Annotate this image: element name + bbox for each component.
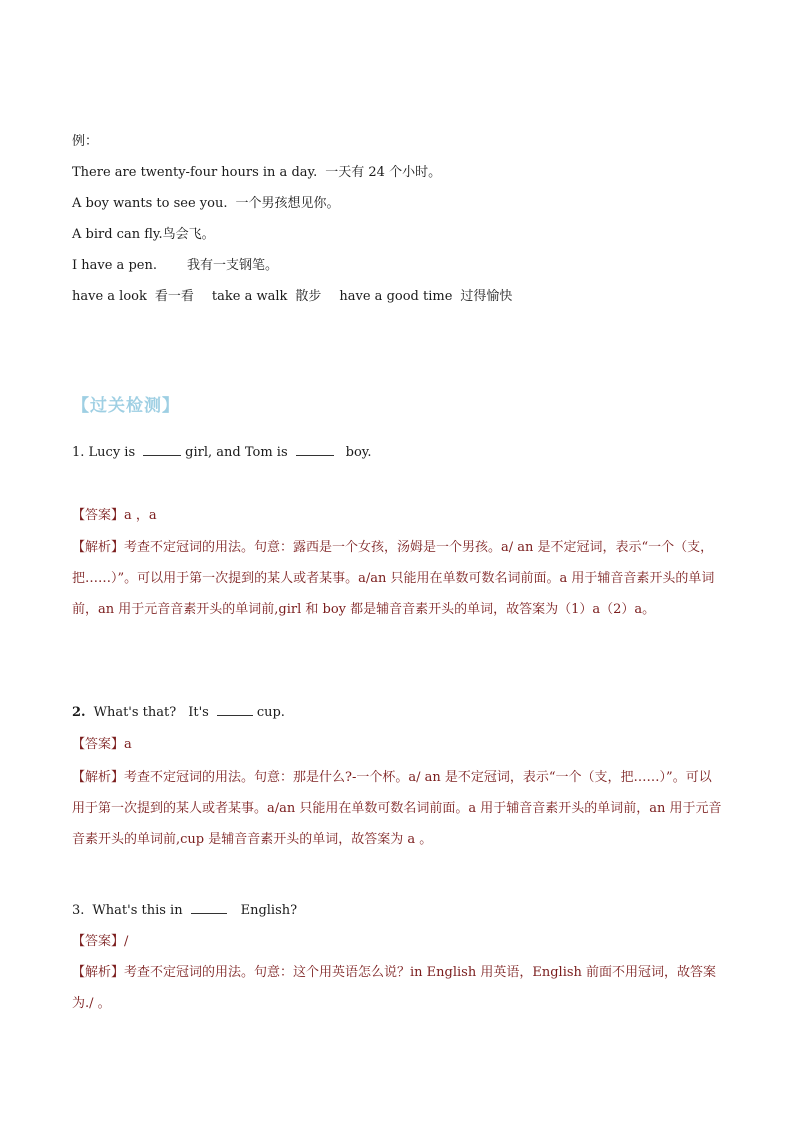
question-1-answer: [72, 506, 157, 526]
example-sentence-2: [72, 194, 340, 214]
question-1-number: 1.: [72, 445, 85, 460]
analysis-label: 【解析】: [72, 540, 125, 555]
example-sentence-4: [72, 256, 278, 276]
example-sentence-1: [72, 163, 441, 183]
analysis-label: 【解析】: [72, 965, 125, 980]
question-3-answer-value: /: [124, 934, 129, 949]
example-3-english: A bird can fly.: [72, 227, 163, 242]
question-1-analysis: [72, 532, 724, 625]
example-4-chinese: 我有一支钢笔。: [186, 258, 278, 273]
analysis-label: 【解析】: [72, 770, 125, 785]
phrase-1-english: have a look: [72, 289, 147, 304]
question-2-part-2: It's: [188, 705, 209, 720]
question-2-analysis: [72, 762, 724, 855]
example-heading: 例：: [72, 134, 99, 149]
example-phrases: [72, 287, 512, 307]
example-2-english: A boy wants to see you.: [72, 196, 228, 211]
example-2-chinese: 一个男孩想见你。: [235, 196, 340, 211]
question-2-part-1: What's that?: [93, 705, 177, 720]
question-2-blank[interactable]: [217, 701, 253, 716]
question-2-number: 2.: [72, 705, 86, 720]
phrase-3-english: have a good time: [339, 289, 453, 304]
answer-label: 【答案】: [72, 737, 125, 752]
question-3-analysis-text: 考查不定冠词的用法。句意：这个用英语怎么说？in English 用英语，English 前面不用冠词，故答案为./ 。: [72, 965, 717, 1011]
example-1-english: There are twenty-four hours in a day.: [72, 165, 318, 180]
question-1-answer-value: a ，a: [124, 508, 157, 523]
phrase-1-chinese: 看一看: [154, 289, 194, 304]
question-1-blank-2[interactable]: [296, 441, 334, 456]
question-3-answer: [72, 932, 128, 952]
example-3-chinese: 鸟会飞。: [162, 227, 215, 242]
question-2-answer-value: a: [124, 737, 132, 752]
question-1-part-3: boy.: [345, 445, 372, 460]
example-1-chinese: 一天有 24 个小时。: [325, 165, 442, 180]
question-3-part-1: What's this in: [92, 903, 183, 918]
question-3-number: 3.: [72, 903, 85, 918]
question-3-blank[interactable]: [191, 899, 227, 914]
question-2-part-3: cup.: [256, 705, 285, 720]
section-title: 【过关检测】: [72, 396, 180, 416]
phrase-3-chinese: 过得愉快: [460, 289, 513, 304]
example-sentence-3: [72, 225, 215, 245]
question-1: [72, 441, 372, 463]
question-3-analysis: [72, 957, 724, 1019]
phrase-2-chinese: 散步: [295, 289, 322, 304]
answer-label: 【答案】: [72, 934, 125, 949]
answer-label: 【答案】: [72, 508, 125, 523]
question-3: [72, 899, 297, 921]
question-2: [72, 701, 285, 723]
question-3-part-2: English?: [240, 903, 298, 918]
example-4-english: I have a pen.: [72, 258, 157, 273]
question-1-analysis-text: 考查不定冠词的用法。句意：露西是一个女孩，汤姆是一个男孩。a/ an 是不定冠词，表示“一个（支，把……）”。可以用于第一次提到的某人或者某事。a/an 只能用在单数可数名词前面。a 用于辅音音素开头的单词前，an 用于元音音素开头的单词前,girl 和 boy 都是辅音音素开头的单词，故答案为（1）a（2）a。: [72, 540, 715, 617]
question-1-part-2: girl, and Tom is: [185, 445, 288, 460]
question-2-answer: [72, 735, 132, 755]
question-1-blank-1[interactable]: [143, 441, 181, 456]
question-1-part-1: Lucy is: [88, 445, 136, 460]
phrase-2-english: take a walk: [211, 289, 288, 304]
question-2-analysis-text: 考查不定冠词的用法。句意：那是什么?-一个杯。a/ an 是不定冠词，表示“一个（支，把……）”。可以用于第一次提到的某人或者某事。a/an 只能用在单数可数名词前面。a 用于辅音音素开头的单词前，an 用于元音音素开头的单词前,cup 是辅音音素开头的单词，故答案为 a 。: [72, 770, 722, 847]
